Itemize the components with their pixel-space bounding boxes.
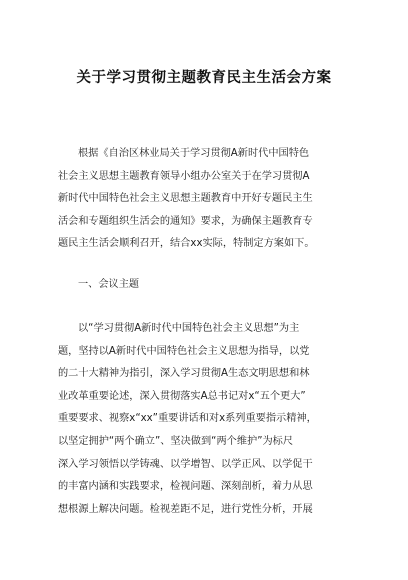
paragraph-line: 以坚定拥护“两个确立”、坚决做到“两个维护”为标尺 <box>58 435 294 447</box>
theme-paragraph <box>58 318 354 521</box>
paragraph-line: 的二十大精神为指引，深入学习贯彻A生态文明思想和林 <box>58 368 310 380</box>
paragraph-line: 深入学习领悟以学铸魂、以学增智、以学正风、以学促干 <box>58 458 313 470</box>
paragraph-line: 以“学习贯彻A新时代中国特色社会主义思想”为主 <box>78 323 300 334</box>
paragraph-line: 想根源上解决问题。检视差距不足，进行党性分析，开展 <box>58 503 313 515</box>
paragraph-line: 题民主生活会顺利召开，结合xx实际，特制定方案如下。 <box>58 238 315 250</box>
paragraph-line: 的丰富内涵和实践要求，检视问题、深刻剖析，着力从思 <box>58 481 313 493</box>
section-heading: 一、会议主题 <box>78 279 140 290</box>
document-title: 关于学习贯彻主题教育民主生活会方案 <box>76 70 332 86</box>
paragraph-line: 题，坚持以A新时代中国特色社会主义思想为指导，以党 <box>58 345 310 357</box>
paragraph-line: 根据《自治区林业局关于学习贯彻A新时代中国特色 <box>78 148 310 159</box>
intro-paragraph <box>58 143 354 256</box>
paragraph-line: 活会和专题组织生活会的通知》要求，为确保主题教育专 <box>58 215 313 227</box>
paragraph-line: 社会主义思想主题教育领导小组办公室关于在学习贯彻A <box>58 170 310 182</box>
paragraph-line: 业改革重要论述，深入贯彻落实A总书记对x“五个更大” <box>58 390 306 402</box>
paragraph-line: 新时代中国特色社会主义思想主题教育中开好专题民主生 <box>58 193 313 205</box>
paragraph-line: 重要要求、视察x“xx”重要讲话和对x系列重要指示精神， <box>58 413 317 425</box>
